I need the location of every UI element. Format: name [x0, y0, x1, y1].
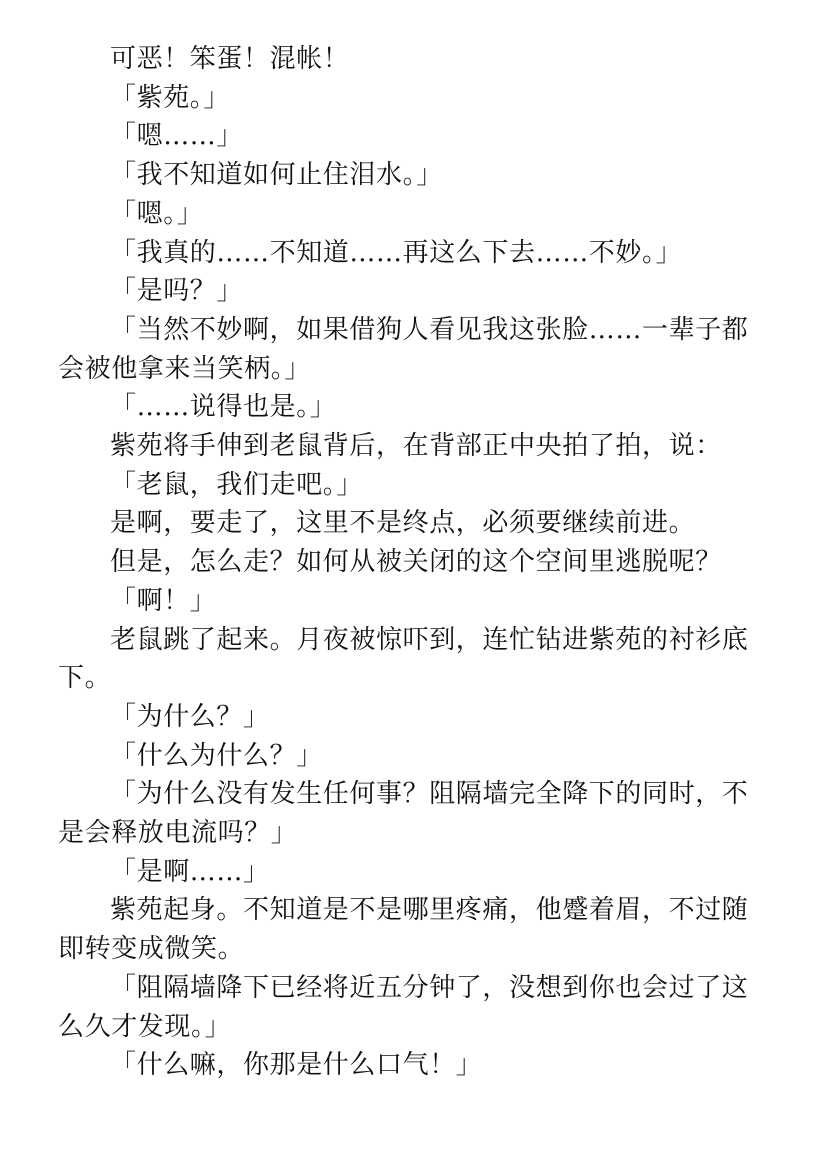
paragraph: 是啊，要走了，这里不是终点，必须要继续前进。 — [110, 508, 696, 539]
paragraph: 紫苑将手伸到老鼠背后，在背部正中央拍了拍，说： — [110, 431, 722, 462]
text-body — [58, 40, 758, 1085]
paragraph: 「我不知道如何止住泪水。」 — [110, 160, 443, 191]
paragraph: 「嗯。」 — [110, 198, 204, 229]
paragraph: 「为什么没有发生任何事？阻隔墙完全降下的同时，不是会释放电流吗？」 — [58, 779, 749, 849]
paragraph: 「是吗？」 — [110, 276, 244, 307]
paragraph: 「是啊……」 — [110, 856, 270, 887]
paragraph: 「啊！」 — [110, 585, 217, 616]
paragraph: 「为什么？」 — [110, 701, 270, 732]
paragraph: 「什么为什么？」 — [110, 740, 323, 771]
paragraph: 「阻隔墙降下已经将近五分钟了，没想到你也会过了这么久才发现。」 — [58, 972, 749, 1042]
paragraph: 「嗯……」 — [110, 121, 244, 152]
paragraph: 「我真的……不知道……再这么下去……不妙。」 — [110, 237, 683, 268]
paragraph: 可恶！笨蛋！混帐！ — [110, 44, 350, 74]
paragraph: 「什么嘛，你那是什么口气！」 — [110, 1050, 483, 1081]
paragraph: 但是，怎么走？如何从被关闭的这个空间里逃脱呢？ — [110, 547, 722, 578]
paragraph: 「紫苑。」 — [110, 82, 231, 113]
paragraph: 老鼠跳了起来。月夜被惊吓到，连忙钻进紫苑的衬衫底下。 — [58, 624, 749, 694]
paragraph: 「……说得也是。」 — [110, 392, 337, 423]
paragraph: 「老鼠，我们走吧。」 — [110, 469, 364, 500]
paragraph: 紫苑起身。不知道是不是哪里疼痛，他蹙着眉，不过随即转变成微笑。 — [58, 895, 749, 965]
paragraph: 「当然不妙啊，如果借狗人看见我这张脸……一辈子都会被他拿来当笑柄。」 — [58, 314, 749, 384]
